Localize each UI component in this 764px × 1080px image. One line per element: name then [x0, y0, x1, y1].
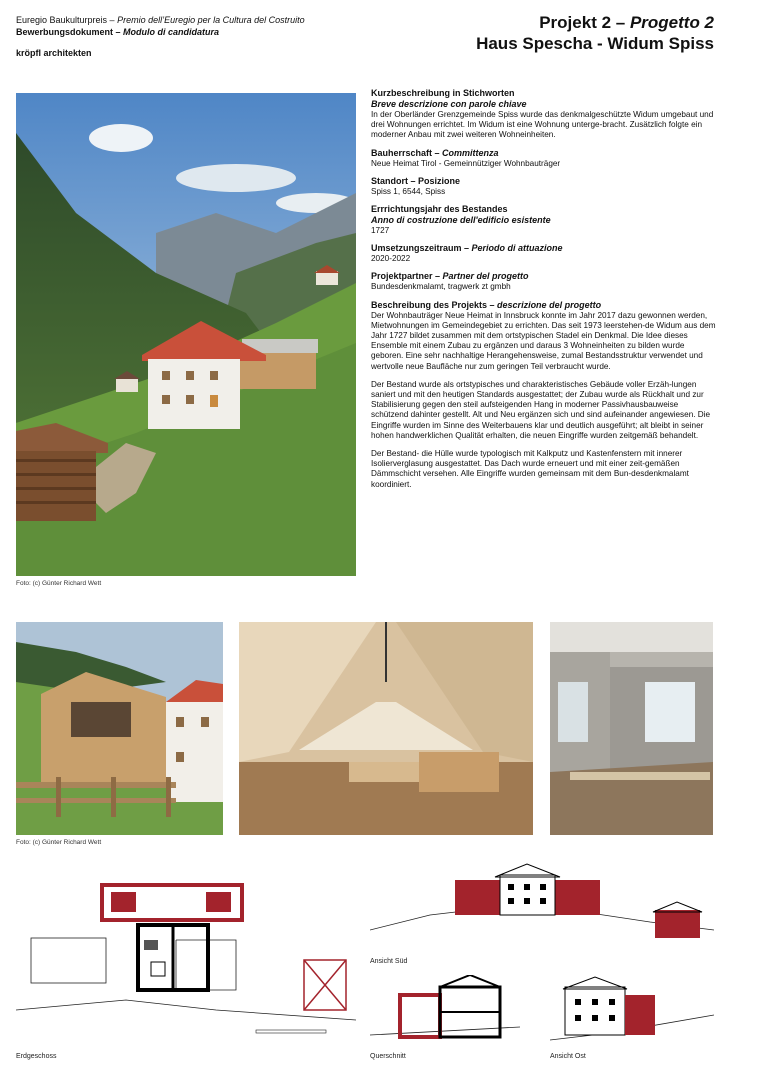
short-title-de: Kurzbeschreibung in Stichworten [371, 88, 515, 98]
partner-text: Bundesdenkmalamt, tragwerk zt gmbh [371, 282, 511, 292]
project-title [476, 12, 714, 54]
doc-it: Modulo di candidatura [123, 26, 220, 37]
photo-credit-row: Foto: (c) Günter Richard Wett [16, 839, 102, 846]
caption-section: Querschnitt [370, 1053, 406, 1060]
client-it: Committenza [442, 147, 499, 158]
client-text: Neue Heimat Tirol - Gemeinnütziger Wohnbauträger [371, 158, 561, 168]
location-de: Standort – [371, 175, 419, 186]
south-elevation-drawing [370, 860, 714, 955]
photo-credit-main: Foto: (c) Günter Richard Wett [16, 580, 102, 587]
photo-attic [239, 622, 533, 835]
description-column [371, 88, 716, 498]
year-de: Errrichtungsjahr des Bestandes [371, 204, 508, 215]
main-photo [16, 93, 356, 576]
section-drawing [370, 975, 520, 1045]
section-description [371, 300, 716, 490]
section-period [371, 243, 716, 264]
project-de: Projekt 2 – [539, 13, 630, 32]
competition-line [16, 15, 305, 27]
caption-plan: Erdgeschoss [16, 1053, 57, 1060]
east-elevation-drawing [550, 975, 714, 1045]
partner-de: Projektpartner – [371, 271, 443, 282]
section-short [371, 88, 716, 141]
client-de: Bauherrschaft – [371, 147, 443, 158]
period-text: 2020-2022 [371, 254, 411, 264]
competition-it: Premio dell’Euregio per la Cultura del Costruito [117, 15, 305, 25]
photo-annex [16, 622, 223, 835]
short-title-it: Breve descrizione con parole chiave [371, 99, 527, 109]
document-line [16, 27, 305, 39]
floor-plan-drawing [16, 880, 356, 1040]
photo-room [550, 622, 713, 835]
competition-de: Euregio Baukulturpreis – [16, 15, 118, 25]
desc-paragraph-1: Der Wohnbauträger Neue Heimat in Innsbruck konnte im Jahr 2017 dazu gewonnen werden, Mietwohnungen im Gemeindegebiet zu errichten. Das seit 1973 leerstehen-de Widum aus dem Jahr 1727 bildet zusammen mit dem ortstypischen Stadel ein Denkmal. Die Idee dieses Ensemble mit einem Zubau zu ergänzen und daraus 3 Wohneinheiten zu bilden wurde geboren. Eine sehr nachhaltige Herangehensweise, zumal Bestandsstruktur verwendet und wertvolle neue Baufläche nur zum geringen Teil verbraucht wurde. [371, 310, 716, 371]
section-partner [371, 271, 716, 292]
project-name: Haus Spescha - Widum Spiss [476, 34, 714, 53]
location-it: Posizione [418, 175, 461, 186]
desc-it: descrizione del progetto [497, 299, 602, 310]
desc-paragraph-2: Der Bestand wurde als ortstypisches und charakteristisches Gebäude voller Erzäh-lungen saniert und mit den heutigen Standards ausgestattet; der Zubau wurde als Rückhalt und zur Stabilisierung gegen den steil aufsteigenden Hang in moderner Passivhausbauweise schützend dahinter gestellt. Alt und Neu ergänzen sich und sind aufeinander angewiesen. Die Eingriffe wurden im Sinne des Weiterbauens klar und deutlich ausgeführt; alt bleibt in seiner hohen handwerklichen Qualität erhalten, die neuen Eingriffe wurden zeitgemäß behandelt. [371, 379, 711, 440]
desc-paragraph-3: Der Bestand- die Hülle wurde typologisch mit Kalkputz und Kastenfenstern mit innerer Isolierverglasung ausgestattet. Das Dach wurde erneuert und mit einer zeit-gemäßen Dämmschicht versehen. Alle Eingriffe wurden gemeinsam mit dem Bun-desdenkmalamt koordiniert. [371, 449, 689, 489]
desc-de: Beschreibung des Projekts – [371, 299, 498, 310]
doc-de: Bewerbungsdokument – [16, 26, 124, 37]
section-year [371, 204, 716, 236]
short-text: In der Oberländer Grenzgemeinde Spiss wurde das denkmalgeschützte Widum umgebaut und drei Wohnungen errichtet. Im Widum ist eine Wohnung unterge-bracht. Zusätzlich folgte ein moderner Anbau mit zwei weiteren Wohneinheiten. [371, 110, 714, 140]
project-it: Progetto 2 [629, 13, 714, 32]
caption-south: Ansicht Süd [370, 958, 408, 965]
header-left [16, 15, 305, 38]
period-it: Periodo di attuazione [471, 243, 563, 254]
caption-east: Ansicht Ost [550, 1053, 586, 1060]
location-text: Spiss 1, 6544, Spiss [371, 186, 446, 196]
period-de: Umsetzungszeitraum – [371, 243, 472, 254]
year-text: 1727 [371, 226, 390, 236]
section-client [371, 148, 716, 169]
section-location [371, 176, 716, 197]
partner-it: Partner del progetto [442, 271, 529, 282]
office-name: kröpfl architekten [16, 48, 92, 58]
year-it: Anno di costruzione dell'edificio esistente [371, 215, 551, 226]
